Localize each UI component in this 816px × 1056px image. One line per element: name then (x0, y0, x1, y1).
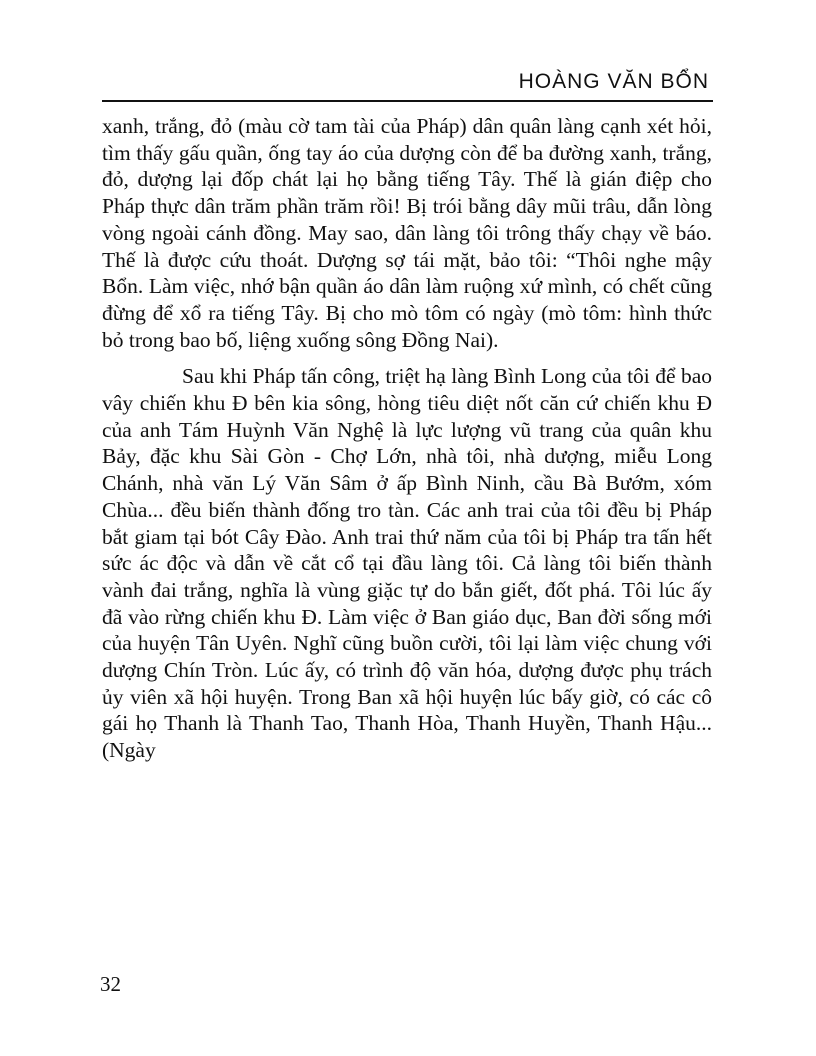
body-text (102, 113, 712, 764)
header-rule (102, 100, 713, 102)
paragraph-2: Sau khi Pháp tấn công, triệt hạ làng Bình Long của tôi để bao vây chiến khu Đ bên kia sông, hòng tiêu diệt nốt căn cứ chiến khu Đ của anh Tám Huỳnh Văn Nghệ là lực lượng vũ trang của quân khu Bảy, đặc khu Sài Gòn - Chợ Lớn, nhà tôi, nhà dượng, miễu Long Chánh, nhà văn Lý Văn Sâm ở ấp Bình Ninh, cầu Bà Bướm, xóm Chùa... đều biến thành đống tro tàn. Các anh trai của tôi đều bị Pháp bắt giam tại bót Cây Đào. Anh trai thứ năm của tôi bị Pháp tra tấn hết sức ác độc và dẫn về cắt cổ tại đầu làng tôi. Cả làng tôi biến thành vành đai trắng, nghĩa là vùng giặc tự do bắn giết, đốt phá. Tôi lúc ấy đã vào rừng chiến khu Đ. Làm việc ở Ban giáo dục, Ban đời sống mới của huyện Tân Uyên. Nghĩ cũng buồn cười, tôi lại làm việc chung với dượng Chín Tròn. Lúc ấy, có trình độ văn hóa, dượng được phụ trách ủy viên xã hội huyện. Trong Ban xã hội huyện lúc bấy giờ, có các cô gái họ Thanh là Thanh Tao, Thanh Hòa, Thanh Huyền, Thanh Hậu... (Ngày (102, 364, 712, 763)
page-number: 32 (100, 972, 121, 996)
running-head: HOÀNG VĂN BỔN (518, 70, 709, 93)
paragraph-1: xanh, trắng, đỏ (màu cờ tam tài của Pháp) dân quân làng cạnh xét hỏi, tìm thấy gấu quần, ống tay áo của dượng còn để ba đường xanh, trắng, đỏ, dượng lại đốp chát lại họ bằng tiếng Tây. Thế là gián điệp cho Pháp thực dân trăm phần trăm rồi! Bị trói bằng dây mũi trâu, dẫn lòng vòng ngoài cánh đồng. May sao, dân làng tôi trông thấy chạy về báo. Thế là được cứu thoát. Dượng sợ tái mặt, bảo tôi: “Thôi nghe mậy Bổn. Làm việc, nhớ bận quần áo dân làm ruộng xứ mình, có chết cũng đừng để xổ ra tiếng Tây. Bị cho mò tôm có ngày (mò tôm: hình thức bỏ trong bao bố, liệng xuống sông Đồng Nai). (102, 114, 712, 352)
